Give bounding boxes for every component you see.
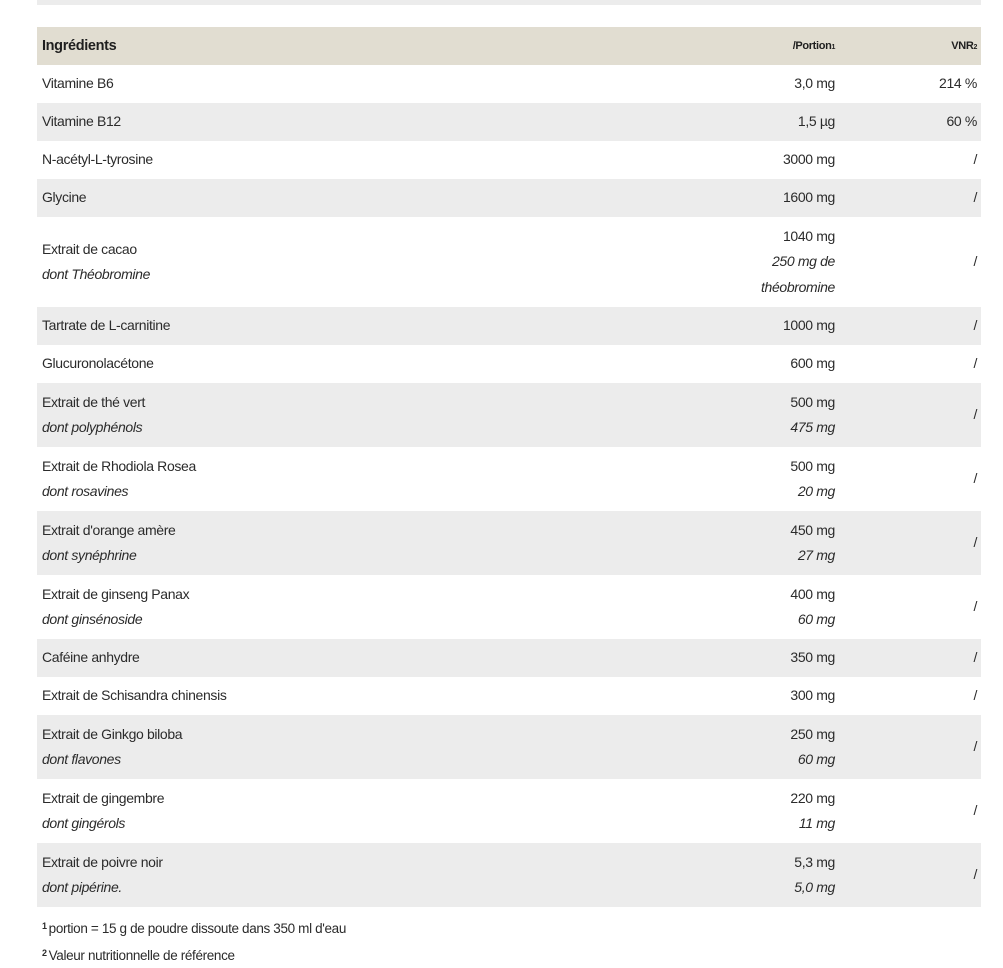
footnotes [42,914,346,968]
portion-amount: 1600 mg [782,189,835,206]
ingredient-name-cell [37,217,632,307]
portion-cell [632,307,835,345]
ingredient-name-cell [37,779,632,843]
portion-cell [632,575,835,639]
ingredient-name: Vitamine B6 [42,75,114,92]
table-row [37,383,981,447]
portion-values [794,71,835,97]
ingredient-name: Extrait de ginseng Panax [42,585,190,602]
portion-values [794,850,835,901]
header-vnr [835,27,981,65]
table-body [37,65,981,907]
portion-amount: 600 mg [790,355,835,372]
ingredient-name-cell [37,575,632,639]
ingredient-name: Extrait de Schisandra chinensis [42,687,227,704]
ingredient-name: Extrait de poivre noir [42,853,163,870]
ingredient-sub-name: dont polyphénols [42,419,143,435]
table-row [37,103,981,141]
portion-cell [632,843,835,907]
vnr-cell: / [835,677,981,715]
header-portion-footnote-marker: 1 [831,44,835,51]
ingredient-name-cell [37,715,632,779]
portion-cell [632,715,835,779]
table-row [37,65,981,103]
portion-cell [632,345,835,383]
ingredient-name: Extrait d'orange amère [42,521,176,538]
vnr-cell: / [835,843,981,907]
portion-cell [632,447,835,511]
portion-amount: 250 mg [790,725,835,742]
ingredient-name: Tartrate de L-carnitine [42,317,171,334]
vnr-cell: / [835,639,981,677]
footnote-2 [42,941,346,968]
portion-values [790,390,835,441]
table-header-row [37,27,981,65]
portion-values [790,518,835,569]
ingredient-name: Extrait de thé vert [42,393,146,410]
vnr-cell: / [835,217,981,307]
footnote-marker: 1 [42,921,47,931]
ingredient-name-cell [37,65,632,103]
portion-values [790,786,835,837]
portion-sub-amount: 475 mg [790,419,835,435]
table-row [37,575,981,639]
vnr-cell: / [835,715,981,779]
footnote-1 [42,914,346,941]
table-row [37,179,981,217]
header-vnr-footnote-marker: 2 [973,44,977,51]
portion-amount: 1000 mg [782,317,835,334]
table-row [37,843,981,907]
ingredient-name: Vitamine B12 [42,113,121,130]
portion-amount: 500 mg [790,393,835,410]
ingredient-name: Extrait de Ginkgo biloba [42,725,183,742]
portion-values [790,722,835,773]
ingredient-name-cell [37,511,632,575]
portion-cell [632,639,835,677]
ingredient-sub-name: dont rosavines [42,483,129,499]
table-row [37,677,981,715]
portion-cell [632,511,835,575]
portion-amount: 3,0 mg [794,75,835,92]
vnr-cell: / [835,307,981,345]
portion-cell [632,383,835,447]
footnote-text: portion = 15 g de poudre dissoute dans 350 ml d'eau [48,921,346,936]
header-portion [632,27,835,65]
header-portion-label: /Portion [792,40,832,52]
portion-amount: 450 mg [790,521,835,538]
portion-sub-amount: 5,0 mg [794,879,835,895]
portion-cell [632,217,835,307]
portion-values [790,582,835,633]
vnr-cell: / [835,511,981,575]
ingredients-table [37,27,981,907]
portion-amount: 500 mg [790,457,835,474]
ingredient-name: Glycine [42,189,87,206]
vnr-cell: / [835,141,981,179]
footnote-marker: 2 [42,948,47,958]
table-row [37,345,981,383]
ingredient-name: Extrait de cacao [42,240,137,257]
ingredient-sub-name: dont synéphrine [42,547,137,563]
ingredient-name-cell [37,179,632,217]
portion-cell [632,779,835,843]
portion-values [783,313,835,339]
vnr-cell: / [835,179,981,217]
portion-cell [632,179,835,217]
portion-values [755,224,835,301]
ingredient-name-cell [37,141,632,179]
portion-cell [632,141,835,179]
portion-values [798,109,835,135]
portion-amount: 350 mg [790,649,835,666]
portion-amount: 1040 mg [782,227,835,244]
ingredient-name-cell [37,383,632,447]
vnr-cell: / [835,383,981,447]
footnote-text: Valeur nutritionnelle de référence [48,948,235,963]
ingredient-name: Glucuronolacétone [42,355,154,372]
table-row [37,779,981,843]
ingredient-name: Extrait de Rhodiola Rosea [42,457,196,474]
ingredient-name: Extrait de gingembre [42,789,165,806]
vnr-cell: / [835,345,981,383]
portion-values [790,645,835,671]
portion-amount: 400 mg [790,585,835,602]
portion-cell [632,65,835,103]
ingredient-name-cell [37,639,632,677]
portion-values [790,683,835,709]
header-vnr-label: VNR [951,40,974,52]
portion-sub-amount: 60 mg [797,751,835,767]
ingredient-sub-name: dont ginsénoside [42,611,143,627]
portion-cell [632,103,835,141]
ingredient-sub-name: dont pipérine. [42,879,122,895]
ingredient-name: N-acétyl-L-tyrosine [42,151,153,168]
table-row [37,715,981,779]
ingredient-name-cell [37,307,632,345]
ingredient-sub-name: dont Théobromine [42,266,151,282]
vnr-cell: 214 % [835,65,981,103]
portion-amount: 300 mg [790,687,835,704]
top-divider-strip [37,0,981,5]
portion-amount: 1,5 µg [797,113,835,130]
ingredient-name-cell [37,843,632,907]
ingredient-sub-name: dont flavones [42,751,121,767]
portion-cell [632,677,835,715]
portion-values [790,351,835,377]
portion-sub-amount: 20 mg [797,483,835,499]
portion-values [783,147,835,173]
ingredient-name-cell [37,447,632,511]
ingredient-name-cell [37,345,632,383]
table-row [37,217,981,307]
ingredient-sub-name: dont gingérols [42,815,126,831]
table-row [37,307,981,345]
vnr-cell: / [835,575,981,639]
portion-sub-amount: 60 mg [797,611,835,627]
ingredient-name: Caféine anhydre [42,649,140,666]
ingredient-name-cell [37,677,632,715]
portion-amount: 220 mg [790,789,835,806]
vnr-cell: 60 % [835,103,981,141]
ingredient-name-cell [37,103,632,141]
portion-values [783,185,835,211]
portion-amount: 5,3 mg [794,853,835,870]
portion-amount: 3000 mg [782,151,835,168]
portion-values [790,454,835,505]
table-row [37,511,981,575]
table-row [37,141,981,179]
vnr-cell: / [835,779,981,843]
portion-sub-amount: 250 mg de théobromine [761,253,835,295]
portion-sub-amount: 27 mg [797,547,835,563]
portion-sub-amount: 11 mg [798,815,835,831]
header-ingredients: Ingrédients [37,27,632,65]
vnr-cell: / [835,447,981,511]
table-row [37,639,981,677]
table-row [37,447,981,511]
